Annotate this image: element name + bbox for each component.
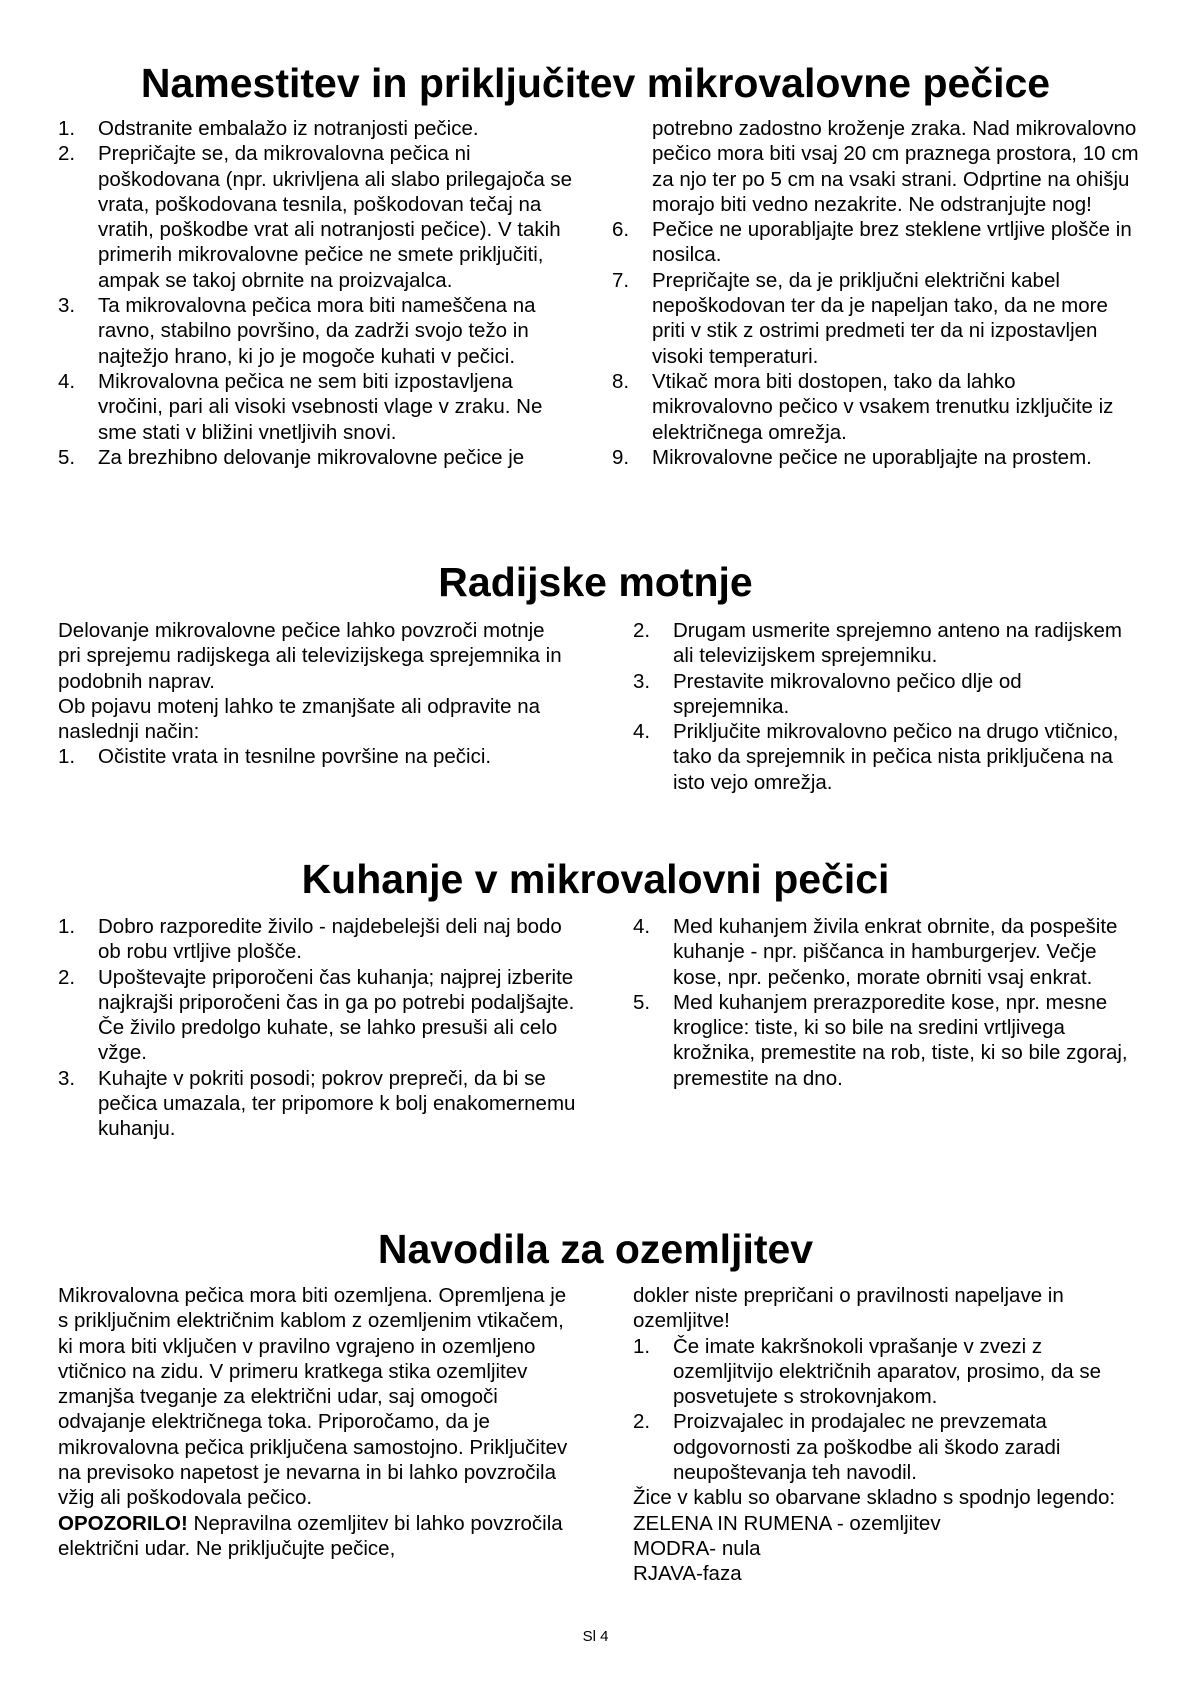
item-number: 9. [612,445,630,469]
item-number: 4. [633,915,651,938]
item-text: Med kuhanjem prerazporedite kose, npr. mesne kroglice: tiste, ki so bile na sredini vrtljivega krožnika, premestite na rob, tiste, ki so bile zgoraj, premestite na dno. [673,990,1128,1090]
list-item [612,268,1140,369]
item-text: Če imate kakršnokoli vprašanje v zvezi z ozemljitvijo električnih aparatov, prosimo, da se posvetujete s strokovnjakom. [673,1334,1102,1409]
item-number: 1. [58,117,76,140]
wire-legend-entry: RJAVA-faza [633,1562,742,1586]
item-number: 5. [58,445,76,469]
section-title-cooking: Kuhanje v mikrovalovni pečici [301,856,890,902]
item-number: 1. [633,1334,651,1358]
section-title-grounding: Navodila za ozemljitev [377,1226,814,1272]
item-number: 1. [58,915,76,938]
item-number: 4. [633,720,651,744]
list-item [612,217,1140,268]
installation-right-column [612,116,1140,470]
item-text: Prepričajte se, da je priključni električni kabel nepoškodovan ter da je napeljan tako, da ne more priti v stik z ostrimi predmeti ter da ni izpostavljen visoki temperaturi. [652,268,1108,368]
warning-label: OPOZORILO! [58,1511,188,1535]
item-text: Prestavite mikrovalovno pečico dlje od sprejemnika. [673,669,1022,718]
grounding-left-column [58,1283,573,1561]
item-text: Odstranite embalažo iz notranjosti pečice. [98,117,479,140]
installation-left-column [58,116,580,470]
list-item [58,1066,578,1142]
warning-paragraph [58,1511,573,1562]
list-item [58,965,578,1066]
item-text: Drugam usmerite sprejemno anteno na radijskem ali televizijskem sprejemniku. [673,619,1122,668]
list-item [633,719,1143,795]
wire-legend-intro: Žice v kablu so obarvane skladno s spodnjo legendo: [633,1486,1116,1510]
item-text: Mikrovalovna pečica ne sem biti izpostavljena vročini, pari ali visoki vsebnosti vlage v zraku. Ne sme stati v bližini vnetljivih snovi. [98,369,543,444]
installation-list-right [612,217,1140,470]
list-item [58,914,578,965]
item-number: 7. [612,268,630,292]
item-number: 4. [58,369,76,393]
radio-list-right [633,618,1143,795]
section-title-radio-interference: Radijske motnje [438,559,753,605]
item-number: 8. [612,369,630,393]
radio-list-left [58,744,568,769]
list-item [58,116,580,141]
item-text: Očistite vrata in tesnilne površine na pečici. [98,745,492,769]
continued-paragraph: dokler niste prepričani o pravilnosti napeljave in ozemljitve! [633,1284,1064,1333]
item-number: 2. [633,1410,651,1434]
list-item [633,669,1143,720]
cooking-left-column [58,914,578,1142]
item-text: Za brezhibno delovanje mikrovalovne pečice je [98,445,525,469]
cooking-right-column [633,914,1151,1091]
intro-paragraph: Ob pojavu motenj lahko te zmanjšate ali odpravite na naslednji način: [58,694,541,744]
item-text: Upoštevajte priporočeni čas kuhanja; najprej izberite najkrajši priporočeni čas in ga po potrebi podaljšajte. Če živilo predolgo kuhate, se lahko presuši ali celo vžge. [98,965,575,1065]
item-number: 5. [633,990,651,1014]
item-text: Med kuhanjem živila enkrat obrnite, da pospešite kuhanje - npr. piščanca in hamburgerjev. Večje kose, npr. pečenko, morate obrniti vsaj enkrat. [673,915,1118,989]
list-item [58,293,580,369]
grounding-list [633,1334,1143,1486]
list-item [633,990,1151,1091]
list-item [58,369,580,445]
item-number: 2. [58,965,76,989]
warning-text: Nepravilna ozemljitev bi lahko povzročila električni udar. Ne priključujte pečice, [58,1511,563,1560]
cooking-list-left [58,914,578,1142]
page-number: Sl 4 [582,1628,609,1645]
intro-paragraph: Delovanje mikrovalovne pečice lahko povzroči motnje pri sprejemu radijskega ali televizijskega sprejemnika in podobnih naprav. [58,619,562,693]
item-number: 2. [58,142,76,166]
cooking-list-right [633,914,1151,1091]
item-text: Vtikač mora biti dostopen, tako da lahko mikrovalovno pečico v vsakem trenutku izključite iz električnega omrežja. [652,369,1114,444]
wire-legend-entry: MODRA- nula [633,1536,761,1560]
item-number: 6. [612,218,630,242]
radio-right-column [633,618,1143,795]
item-number: 2. [633,619,651,642]
wire-legend-entry: ZELENA IN RUMENA - ozemljitev [633,1511,941,1535]
list-item [633,1409,1143,1485]
list-item [58,445,580,470]
item-number: 3. [58,294,76,318]
list-item [633,1334,1143,1410]
item-text: Dobro razporedite živilo - najdebelejši deli naj bodo ob robu vrtljive plošče. [98,915,562,964]
radio-left-column [58,618,568,770]
item-text: Ta mikrovalovna pečica mora biti nameščena na ravno, stabilno površino, da zadrži svojo težo in najtežjo hrano, ki jo je mogoče kuhati v pečici. [98,294,536,368]
item-text: Pečice ne uporabljajte brez steklene vrtljive plošče in nosilca. [652,218,1132,267]
list-item [58,744,568,769]
list-item [633,618,1143,669]
grounding-right-column [633,1283,1143,1587]
list-item [58,141,580,293]
section-title-installation: Namestitev in priključitev mikrovalovne pečice [140,60,1051,106]
list-item [633,914,1151,990]
item-text: Kuhajte v pokriti posodi; pokrov prepreči, da bi se pečica umazala, ter pripomore k bolj enakomernemu kuhanju. [98,1066,576,1141]
continued-paragraph: potrebno zadostno kroženje zraka. Nad mikrovalovno pečico mora biti vsaj 20 cm praznega prostora, 10 cm za njo ter po 5 cm na vsaki strani. Odprtine na ohišju morajo biti vedno nezakrite. Ne odstranjujte nog! [652,117,1139,216]
item-text: Priključite mikrovalovno pečico na drugo vtičnico, tako da sprejemnik in pečica nista priključena na isto vejo omrežja. [673,720,1119,794]
item-text: Proizvajalec in prodajalec ne prevzemata odgovornosti za poškodbe ali škodo zaradi neupoštevanja teh navodil. [673,1410,1061,1485]
installation-list-left [58,116,580,470]
item-number: 1. [58,745,76,769]
list-item [612,369,1140,445]
item-number: 3. [58,1066,76,1090]
grounding-paragraph: Mikrovalovna pečica mora biti ozemljena. Opremljena je s priključnim električnim kablom z ozemljenim vtikačem, ki mora biti vključen v pravilno vgrajeno in ozemljeno vtičnico na zidu. V primeru kratkega stika ozemljitev zmanjša tveganje za električni udar, saj omogoči odvajanje električnega toka. Priporočamo, da je mikrovalovna pečica priključena samostojno. Priključitev na previsoko napetost je nevarna in bi lahko povzročila vžig ali poškodovala pečico. [58,1284,568,1510]
item-text: Mikrovalovne pečice ne uporabljajte na prostem. [652,445,1092,469]
item-number: 3. [633,669,651,693]
item-text: Prepričajte se, da mikrovalovna pečica ni poškodovana (npr. ukrivljena ali slabo prilegajoča se vrata, poškodovana tesnila, poškodovan tečaj na vratih, poškodbe vrat ali notranjosti pečice). V takih primerih mikrovalovne pečice ne smete priključiti, ampak se takoj obrnite na proizvajalca. [98,142,573,292]
list-item [612,445,1140,470]
